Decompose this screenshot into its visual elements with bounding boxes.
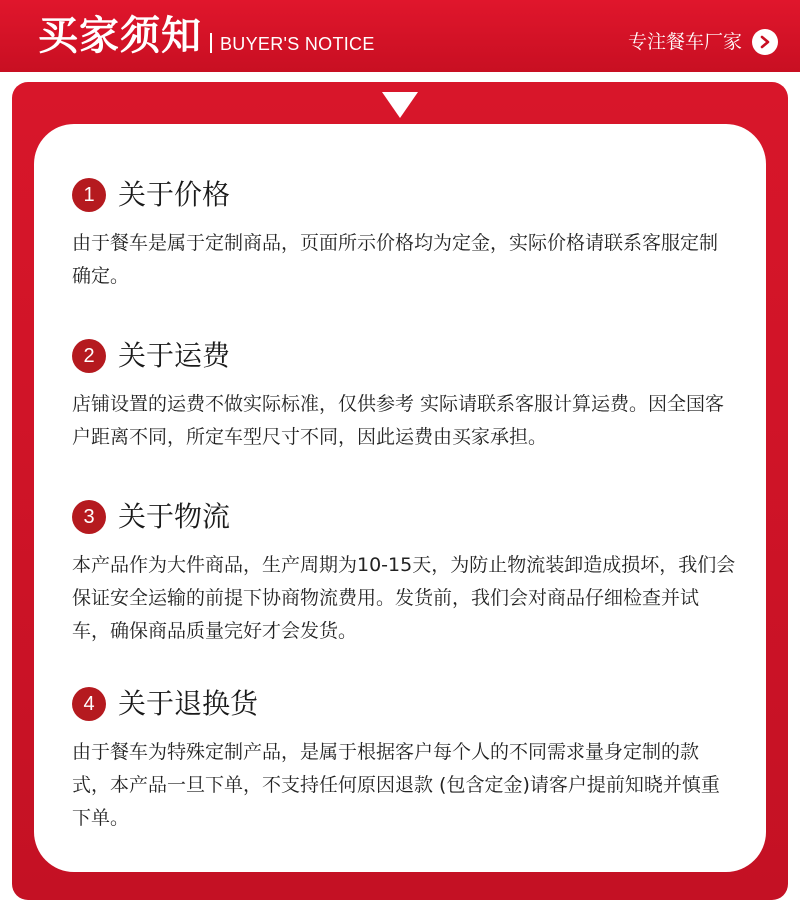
page-title: 买家须知 [38, 12, 202, 59]
section-text: 店铺设置的运费不做实际标准，仅供参考 实际请联系客服计算运费。因全国客户距离不同，所定车型尺寸不同，因此运费由买家承担。 [72, 393, 725, 448]
triangle-down-icon [382, 92, 418, 118]
section-header [72, 684, 752, 724]
section-text: 由于餐车是属于定制商品，页面所示价格均为定金，实际价格请联系客服定制确定。 [72, 232, 719, 287]
section-text: 本产品作为大件商品，生产周期为10-15天，为防止物流装卸造成损坏，我们会保证安全运输的前提下协商物流费用。发货前，我们会对商品仔细检查并试车，确保商品质量完好才会发货。 [72, 554, 736, 642]
section-shipping [72, 336, 752, 454]
section-number-badge: 2 [72, 339, 106, 373]
factory-link-label: 专注餐车厂家 [627, 31, 742, 53]
section-header [72, 497, 752, 537]
section-number-badge: 4 [72, 687, 106, 721]
section-header [72, 175, 752, 215]
section-header [72, 336, 752, 376]
factory-link[interactable] [628, 28, 778, 56]
chevron-right-circle-icon[interactable] [752, 29, 778, 55]
header-banner [0, 0, 800, 72]
page-subtitle: BUYER'S NOTICE [220, 34, 375, 54]
section-logistics [72, 497, 752, 648]
section-title: 关于物流 [118, 500, 231, 533]
title-divider [210, 33, 212, 53]
section-title: 关于价格 [118, 178, 231, 211]
section-title: 关于运费 [118, 339, 231, 372]
section-number-badge: 1 [72, 178, 106, 212]
section-returns [72, 684, 752, 835]
section-number-badge: 3 [72, 500, 106, 534]
section-title: 关于退换货 [118, 687, 259, 720]
section-text: 由于餐车为特殊定制产品，是属于根据客户每个人的不同需求量身定制的款式，本产品一旦下单，不支持任何原因退款 (包含定金)请客户提前知晓并慎重下单。 [72, 741, 720, 829]
section-price [72, 175, 752, 293]
